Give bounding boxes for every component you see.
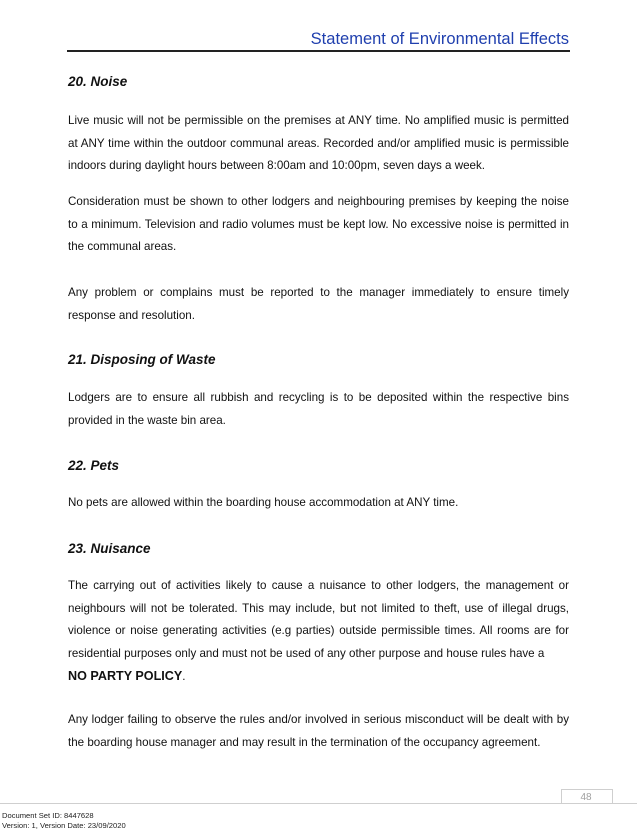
waste-paragraph-1: Lodgers are to ensure all rubbish and recycling is to be deposited within the respective bins provided in the waste bin area. <box>68 391 569 427</box>
section-heading-waste: 21. Disposing of Waste <box>68 352 216 367</box>
pets-paragraph-1: No pets are allowed within the boarding house accommodation at ANY time. <box>68 496 459 509</box>
header-divider <box>67 50 570 52</box>
section-heading-noise: 20. Noise <box>68 74 128 89</box>
document-version: Version: 1, Version Date: 23/09/2020 <box>2 821 126 830</box>
document-header-title: Statement of Environmental Effects <box>310 30 569 48</box>
footer-divider <box>0 803 637 804</box>
no-party-policy-text: NO PARTY POLICY <box>68 669 183 684</box>
noise-paragraph-2: Consideration must be shown to other lodgers and neighbouring premises by keeping the noise to a minimum. Television and radio volumes must be kept low. No excessive noise is permitted in the communal areas. <box>68 195 569 254</box>
nuisance-paragraph-1-end: . <box>182 670 186 684</box>
section-heading-pets: 22. Pets <box>68 458 120 473</box>
noise-paragraph-1: Live music will not be permissible on the premises at ANY time. No amplified music is permitted at ANY time within the outdoor communal areas. Recorded and/or amplified music is permissible indoors during daylight hours between 8:00am and 10:00pm, seven days a week. <box>68 114 569 173</box>
page-number: 48 <box>580 792 592 803</box>
nuisance-paragraph-1 <box>68 575 569 689</box>
nuisance-paragraph-2: Any lodger failing to observe the rules and/or involved in serious misconduct will be dealt with by the boarding house manager and may result in the termination of the occupancy agreement. <box>68 713 569 749</box>
section-heading-nuisance: 23. Nuisance <box>68 541 151 556</box>
nuisance-paragraph-1-text: The carrying out of activities likely to cause a nuisance to other lodgers, the management or neighbours will not be tolerated. This may include, but not limited to theft, use of illegal drugs, violence or noise generating activities (e.g parties) outside permissible times. All rooms are for residential purposes only and must not be used of any other purpose and house rules have a <box>68 579 569 660</box>
noise-paragraph-3: Any problem or complains must be reported to the manager immediately to ensure timely response and resolution. <box>68 286 569 322</box>
document-set-id: Document Set ID: 8447628 <box>2 811 94 820</box>
